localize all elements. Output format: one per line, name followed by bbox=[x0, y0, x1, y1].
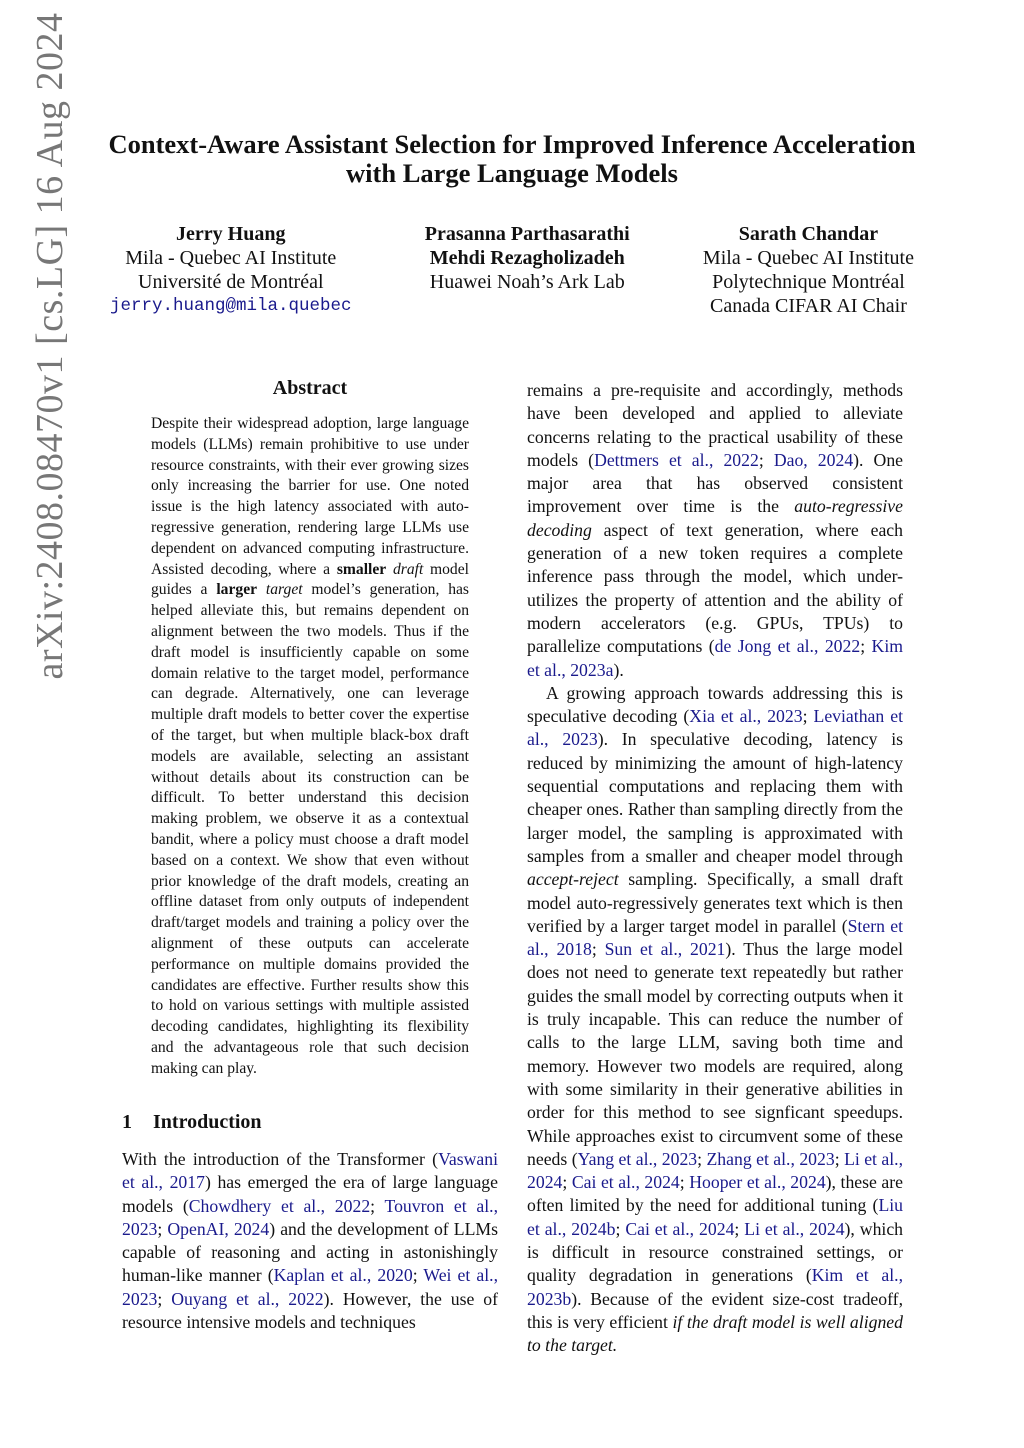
intro-right-column bbox=[527, 379, 903, 1357]
text-span: ; bbox=[412, 1265, 424, 1286]
author-affiliation: Polytechnique Montréal bbox=[712, 271, 905, 293]
citation-link[interactable]: Kaplan et al., 2020 bbox=[273, 1265, 413, 1286]
title-line-2: with Large Language Models bbox=[346, 158, 678, 188]
text-span: ; bbox=[370, 1195, 385, 1216]
citation-link[interactable]: Kim et al., 2023a bbox=[527, 636, 903, 680]
citation-link[interactable]: Dao, 2024 bbox=[773, 449, 854, 470]
text-span: ; bbox=[615, 1218, 626, 1239]
title-line-1: Context-Aware Assistant Selection for Improved Inference Acceleration bbox=[108, 129, 916, 159]
text-span: ), which is difficult in resource constrained settings, or quality degradation in generations ( bbox=[527, 1218, 904, 1286]
text-span: ; bbox=[679, 1172, 690, 1193]
text-span: remains a pre-requisite and accordingly, methods have been developed and applied to alleviate concerns relating to the practical usability of these models ( bbox=[527, 380, 903, 470]
text-span: With the introduction of the Transformer ( bbox=[122, 1149, 439, 1169]
text-span: ). Because of the evident size-cost tradeoff, this is very efficient bbox=[527, 1288, 903, 1332]
author-1 bbox=[110, 222, 352, 318]
author-name: Prasanna Parthasarathi bbox=[424, 223, 630, 245]
paragraph bbox=[527, 682, 903, 1358]
citation-link[interactable]: Stern et al., 2018 bbox=[527, 915, 903, 960]
citation-link[interactable]: Li et al., 2024 bbox=[527, 1148, 904, 1193]
citation-link[interactable]: Ouyang et al., 2022 bbox=[171, 1288, 324, 1309]
text-span: ). However, the use of resource intensive models and techniques bbox=[122, 1288, 498, 1333]
author-3 bbox=[703, 222, 914, 318]
author-2 bbox=[425, 222, 630, 318]
citation-link[interactable]: Zhang et al., 2023 bbox=[706, 1148, 835, 1169]
text-span: ; bbox=[157, 1218, 168, 1239]
author-affiliation: Huawei Noah’s Ark Lab bbox=[429, 271, 625, 293]
text-span: ; bbox=[834, 1148, 845, 1169]
citation-link[interactable]: Chowdhery et al., 2022 bbox=[188, 1195, 371, 1216]
citation-link[interactable]: Touvron et al., 2023 bbox=[122, 1195, 498, 1239]
author-affiliation: Mila - Quebec AI Institute bbox=[702, 247, 914, 269]
abstract-heading: Abstract bbox=[272, 377, 348, 399]
intro-left-column bbox=[122, 1148, 498, 1334]
text-span: ), these are often limited by the need for additional tuning ( bbox=[527, 1172, 904, 1216]
paper-title bbox=[100, 130, 924, 188]
section-heading bbox=[122, 1111, 262, 1134]
text-span: ). bbox=[613, 659, 624, 680]
text-span: ; bbox=[758, 449, 774, 470]
abstract-span: model’s generation, has helped alleviate this, but remains dependent on alignment between the two models. Thus if the draft model is insufficiently capable on some domain relative to the target model, performance can degrade. Alternatively, one can leverage multiple draft models to better cover the expertise of the target, but when multiple black-box draft models are available, selecting an assistant without details about its construction can be difficult. To better understand this decision making problem, we observe it as a contextual bandit, where a policy must choose a draft model based on a context. We show that even without prior knowledge of the draft models, creating an offline dataset from only outputs of independent draft/target models and training a policy over the alignment of these outputs can accelerate performance on multiple domains provided the candidates are effective. Further results show this to hold on various settings with multiple assisted decoding candidates, highlighting its flexibility and the advantageous role that such decision making can play. bbox=[151, 581, 469, 1077]
abstract-span: model guides a bbox=[151, 560, 469, 599]
text-span: ; bbox=[860, 636, 872, 657]
author-name: Sarath Chandar bbox=[738, 223, 879, 245]
text-span: aspect of text generation, where each generation of a new token requires a complete inference pass through the model, which under-utilizes the property of attention and the ability of modern accelerators (e.g. GPUs, TPUs) to parallelize computations ( bbox=[527, 519, 903, 657]
citation-link[interactable]: Yang et al., 2023 bbox=[577, 1148, 698, 1169]
citation-link[interactable]: de Jong et al., 2022 bbox=[714, 636, 861, 657]
text-span: ) has emerged the era of large language models ( bbox=[122, 1172, 498, 1216]
italic-term: auto-regressive decoding bbox=[527, 496, 903, 540]
citation-link[interactable]: Leviathan et al., 2023 bbox=[527, 706, 903, 750]
citation-link[interactable]: Wei et al., 2023 bbox=[122, 1265, 499, 1309]
citation-link[interactable]: Liu et al., 2024b bbox=[527, 1195, 903, 1239]
text-span: ; bbox=[802, 706, 814, 727]
arxiv-stamp: arXiv:2408.08470v1 [cs.LG] 16 Aug 2024 bbox=[29, 12, 71, 680]
text-span: ) and the development of LLMs capable of reasoning and acting in astonishingly human-like manner ( bbox=[122, 1218, 498, 1286]
abstract-italic: draft bbox=[392, 560, 424, 578]
abstract-text bbox=[151, 414, 469, 1080]
italic-term: if the draft model is well aligned to the target. bbox=[527, 1311, 903, 1356]
text-span: ). One major area that has observed consistent improvement over time is the bbox=[527, 449, 904, 517]
text-span: ; bbox=[562, 1172, 572, 1193]
author-affiliation: Canada CIFAR AI Chair bbox=[710, 295, 907, 317]
citation-link[interactable]: Sun et al., 2021 bbox=[604, 939, 726, 960]
section-title: Introduction bbox=[153, 1111, 262, 1133]
paragraph bbox=[122, 1148, 498, 1334]
abstract-bold: smaller bbox=[336, 560, 387, 578]
citation-link[interactable]: OpenAI, 2024 bbox=[167, 1218, 270, 1239]
citation-link[interactable]: Vaswani et al., 2017 bbox=[122, 1149, 498, 1193]
text-span: ; bbox=[591, 939, 605, 960]
author-name: Jerry Huang bbox=[176, 223, 286, 245]
citation-link[interactable]: Hooper et al., 2024 bbox=[689, 1172, 826, 1193]
author-name: Mehdi Rezagholizadeh bbox=[429, 247, 625, 269]
text-span: ; bbox=[734, 1218, 745, 1239]
citation-link[interactable]: Cai et al., 2024 bbox=[571, 1172, 680, 1193]
citation-link[interactable]: Kim et al., 2023b bbox=[527, 1265, 903, 1309]
author-email[interactable]: jerry.huang@mila.quebec bbox=[110, 296, 352, 316]
text-span: ). Thus the large model does not need to generate text repeatedly but rather guides the small model by correcting outputs when it is truly incapable. This can reduce the number of calls to the large LLM, saving both time and memory. However two models are required, along with some similarity in their generative abilities in order for this method to see signficant speedups. While approaches exist to circumvent some of these needs ( bbox=[527, 939, 903, 1169]
text-span: sampling. Specifically, a small draft model auto-regressively generates text which is then verified by a larger target model in parallel ( bbox=[527, 869, 903, 936]
author-affiliation: Université de Montréal bbox=[138, 271, 324, 293]
text-span: A growing approach towards addressing this is speculative decoding ( bbox=[527, 682, 903, 727]
text-span: ). In speculative decoding, latency is reduced by minimizing the amount of high-latency sequential computations and replacing them with cheaper ones. Rather than sampling directly from the larger model, the sampling is approximated with samples from a smaller and cheaper model through bbox=[527, 729, 903, 866]
citation-link[interactable]: Li et al., 2024 bbox=[744, 1218, 845, 1239]
section-number: 1 bbox=[122, 1111, 132, 1133]
abstract-span: Despite their widespread adoption, large language models (LLMs) remain prohibitive to use under resource constraints, with their ever growing sizes only increasing the barrier for use. One noted issue is the high latency associated with auto-regressive generation, rendering large LLMs use dependent on advanced computing infrastructure. Assisted decoding, where a bbox=[151, 415, 469, 578]
abstract-italic: target bbox=[265, 581, 303, 599]
author-block bbox=[110, 222, 914, 318]
citation-link[interactable]: Cai et al., 2024 bbox=[625, 1218, 735, 1239]
author-affiliation: Mila - Quebec AI Institute bbox=[125, 247, 337, 269]
text-span: ; bbox=[157, 1288, 172, 1309]
citation-link[interactable]: Dettmers et al., 2022 bbox=[594, 449, 759, 470]
citation-link[interactable]: Xia et al., 2023 bbox=[689, 706, 803, 727]
italic-term: accept-reject bbox=[527, 869, 619, 890]
paragraph bbox=[527, 379, 903, 682]
text-span: ; bbox=[697, 1148, 707, 1169]
abstract-bold: larger bbox=[216, 581, 258, 599]
